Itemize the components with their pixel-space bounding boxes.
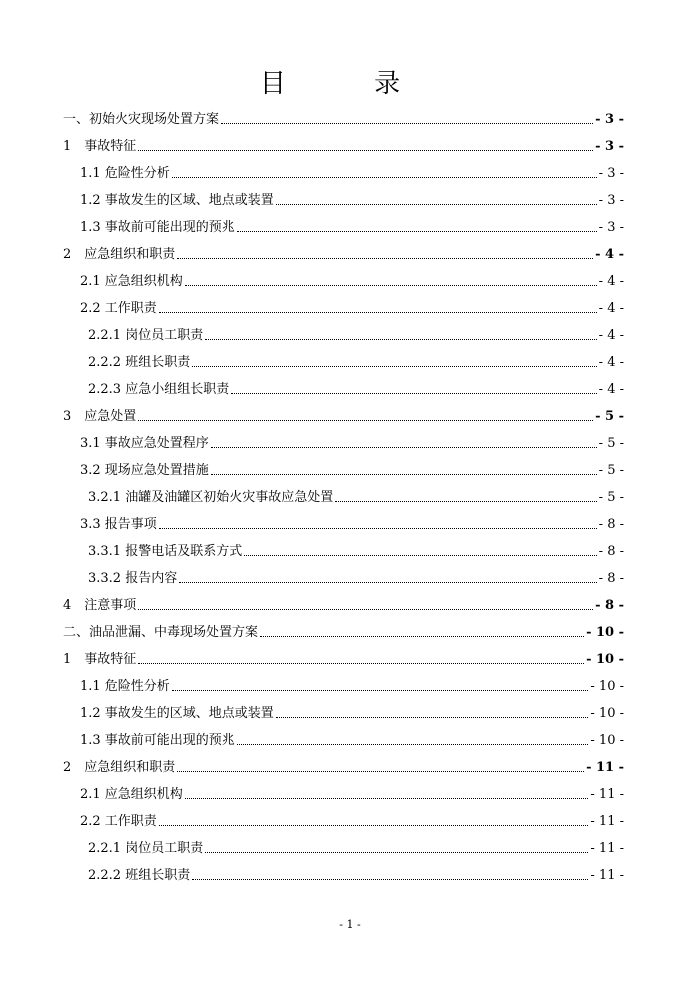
toc-entry[interactable] [63, 594, 624, 614]
toc-entry-page: - 3 - [595, 112, 624, 127]
toc-entry-page: - 10 - [586, 652, 624, 667]
toc-entry-label: 2.2.2 班组长职责 [88, 355, 191, 370]
toc-entry-page: - 5 - [598, 490, 624, 505]
toc-entry-page: - 11 - [590, 841, 624, 856]
toc-entry[interactable] [80, 270, 624, 290]
toc-entry-label: 3.3.2 报告内容 [88, 571, 178, 586]
toc-entry-page: - 4 - [598, 301, 624, 316]
toc-entry[interactable] [63, 621, 624, 641]
toc-entry-label: 2.2 工作职责 [80, 814, 157, 829]
toc-entry[interactable] [80, 810, 624, 830]
toc-entry[interactable] [63, 648, 624, 668]
dot-leader [185, 798, 589, 799]
toc-entry[interactable] [63, 108, 624, 128]
toc-entry-page: - 11 - [590, 787, 624, 802]
toc-entry-label: 3 应急处置 [63, 409, 137, 424]
toc-entry[interactable] [80, 216, 624, 236]
toc-entry[interactable] [88, 351, 624, 371]
toc-entry-page: - 3 - [598, 193, 624, 208]
dot-leader [276, 717, 589, 718]
dot-leader [211, 447, 597, 448]
dot-leader [159, 825, 589, 826]
toc-entry[interactable] [63, 243, 624, 263]
toc-entry-page: - 4 - [595, 247, 624, 262]
dot-leader [192, 366, 596, 367]
toc-entry-page: - 4 - [598, 355, 624, 370]
toc-entry-page: - 8 - [598, 517, 624, 532]
dot-leader [205, 339, 596, 340]
toc-entry[interactable] [88, 567, 624, 587]
dot-leader [211, 474, 597, 475]
toc-entry-page: - 8 - [598, 544, 624, 559]
dot-leader [138, 150, 593, 151]
toc-entry-label: 2.2.3 应急小组组长职责 [88, 382, 230, 397]
dot-leader [159, 312, 597, 313]
dot-leader [237, 231, 597, 232]
toc-entry[interactable] [88, 378, 624, 398]
dot-leader [231, 393, 596, 394]
dot-leader [237, 744, 589, 745]
toc-entry-page: - 3 - [598, 220, 624, 235]
page-footer-number: - 1 - [339, 918, 361, 931]
toc-entry[interactable] [80, 783, 624, 803]
dot-leader [185, 285, 597, 286]
toc-entry-label: 一、初始火灾现场处置方案 [63, 112, 220, 127]
toc-entry-label: 2.2.1 岗位员工职责 [88, 841, 204, 856]
toc-entry-label: 3.3 报告事项 [80, 517, 157, 532]
toc-entry-label: 2.2.1 岗位员工职责 [88, 328, 204, 343]
dot-leader [138, 420, 593, 421]
toc-entry-page: - 3 - [598, 166, 624, 181]
toc-entry-label: 4 注意事项 [63, 598, 137, 613]
toc-entry-label: 2.1 应急组织机构 [80, 274, 183, 289]
dot-leader [179, 582, 596, 583]
dot-leader [205, 852, 588, 853]
toc-entry-page: - 10 - [590, 733, 624, 748]
toc-entry-label: 1.2 事故发生的区域、地点或装置 [80, 706, 274, 721]
toc-entry[interactable] [88, 540, 624, 560]
toc-entry-label: 3.1 事故应急处置程序 [80, 436, 209, 451]
toc-entry-label: 2.1 应急组织机构 [80, 787, 183, 802]
toc-entry-label: 2.2 工作职责 [80, 301, 157, 316]
toc-entry[interactable] [80, 162, 624, 182]
toc-entry[interactable] [63, 135, 624, 155]
dot-leader [138, 609, 593, 610]
toc-entry-page: - 10 - [590, 706, 624, 721]
toc-entry[interactable] [80, 702, 624, 722]
toc-entry-page: - 5 - [595, 409, 624, 424]
dot-leader [159, 528, 597, 529]
toc-entry-label: 1.1 危险性分析 [80, 166, 170, 181]
toc-entry[interactable] [88, 324, 624, 344]
toc-entry-page: - 10 - [590, 679, 624, 694]
toc-entry-page: - 8 - [595, 598, 624, 613]
toc-entry-page: - 4 - [598, 328, 624, 343]
dot-leader [177, 258, 593, 259]
toc-entry-page: - 5 - [598, 463, 624, 478]
toc-entry-label: 3.3.1 报警电话及联系方式 [88, 544, 243, 559]
toc-entry-label: 2 应急组织和职责 [63, 760, 176, 775]
toc-entry-page: - 11 - [586, 760, 624, 775]
toc-entry-page: - 4 - [598, 382, 624, 397]
toc-entry-label: 2 应急组织和职责 [63, 247, 176, 262]
dot-leader [172, 690, 589, 691]
toc-entry[interactable] [88, 864, 624, 884]
page-title: 目 录 [259, 69, 441, 99]
toc-entry-page: - 5 - [598, 436, 624, 451]
toc-entry-label: 2.2.2 班组长职责 [88, 868, 191, 883]
dot-leader [138, 663, 584, 664]
toc-entry[interactable] [88, 837, 624, 857]
toc-entry-page: - 11 - [590, 814, 624, 829]
toc-entry-label: 二、油品泄漏、中毒现场处置方案 [63, 625, 259, 640]
toc-entry[interactable] [80, 189, 624, 209]
dot-leader [177, 771, 584, 772]
toc-entry[interactable] [80, 729, 624, 749]
toc-entry-page: - 3 - [595, 139, 624, 154]
toc-entry-label: 1 事故特征 [63, 652, 137, 667]
dot-leader [335, 501, 596, 502]
toc-entry-label: 1 事故特征 [63, 139, 137, 154]
dot-leader [244, 555, 596, 556]
toc-entry-label: 1.3 事故前可能出现的预兆 [80, 733, 235, 748]
dot-leader [192, 879, 588, 880]
toc-entry-label: 1.3 事故前可能出现的预兆 [80, 220, 235, 235]
dot-leader [172, 177, 597, 178]
toc-entry[interactable] [80, 432, 624, 452]
toc-entry-label: 1.2 事故发生的区域、地点或装置 [80, 193, 274, 208]
toc-entry-label: 3.2 现场应急处置措施 [80, 463, 209, 478]
toc-entry-page: - 4 - [598, 274, 624, 289]
toc-entry[interactable] [63, 756, 624, 776]
toc-entry[interactable] [80, 459, 624, 479]
toc-entry[interactable] [80, 297, 624, 317]
toc-entry-page: - 11 - [590, 868, 624, 883]
toc-entry[interactable] [80, 675, 624, 695]
dot-leader [260, 636, 584, 637]
toc-entry-page: - 8 - [598, 571, 624, 586]
toc-entry[interactable] [63, 405, 624, 425]
toc-entry[interactable] [88, 486, 624, 506]
toc-entry[interactable] [80, 513, 624, 533]
dot-leader [276, 204, 597, 205]
toc-entry-label: 1.1 危险性分析 [80, 679, 170, 694]
dot-leader [221, 123, 593, 124]
toc-entry-page: - 10 - [586, 625, 624, 640]
toc-entry-label: 3.2.1 油罐及油罐区初始火灾事故应急处置 [88, 490, 334, 505]
